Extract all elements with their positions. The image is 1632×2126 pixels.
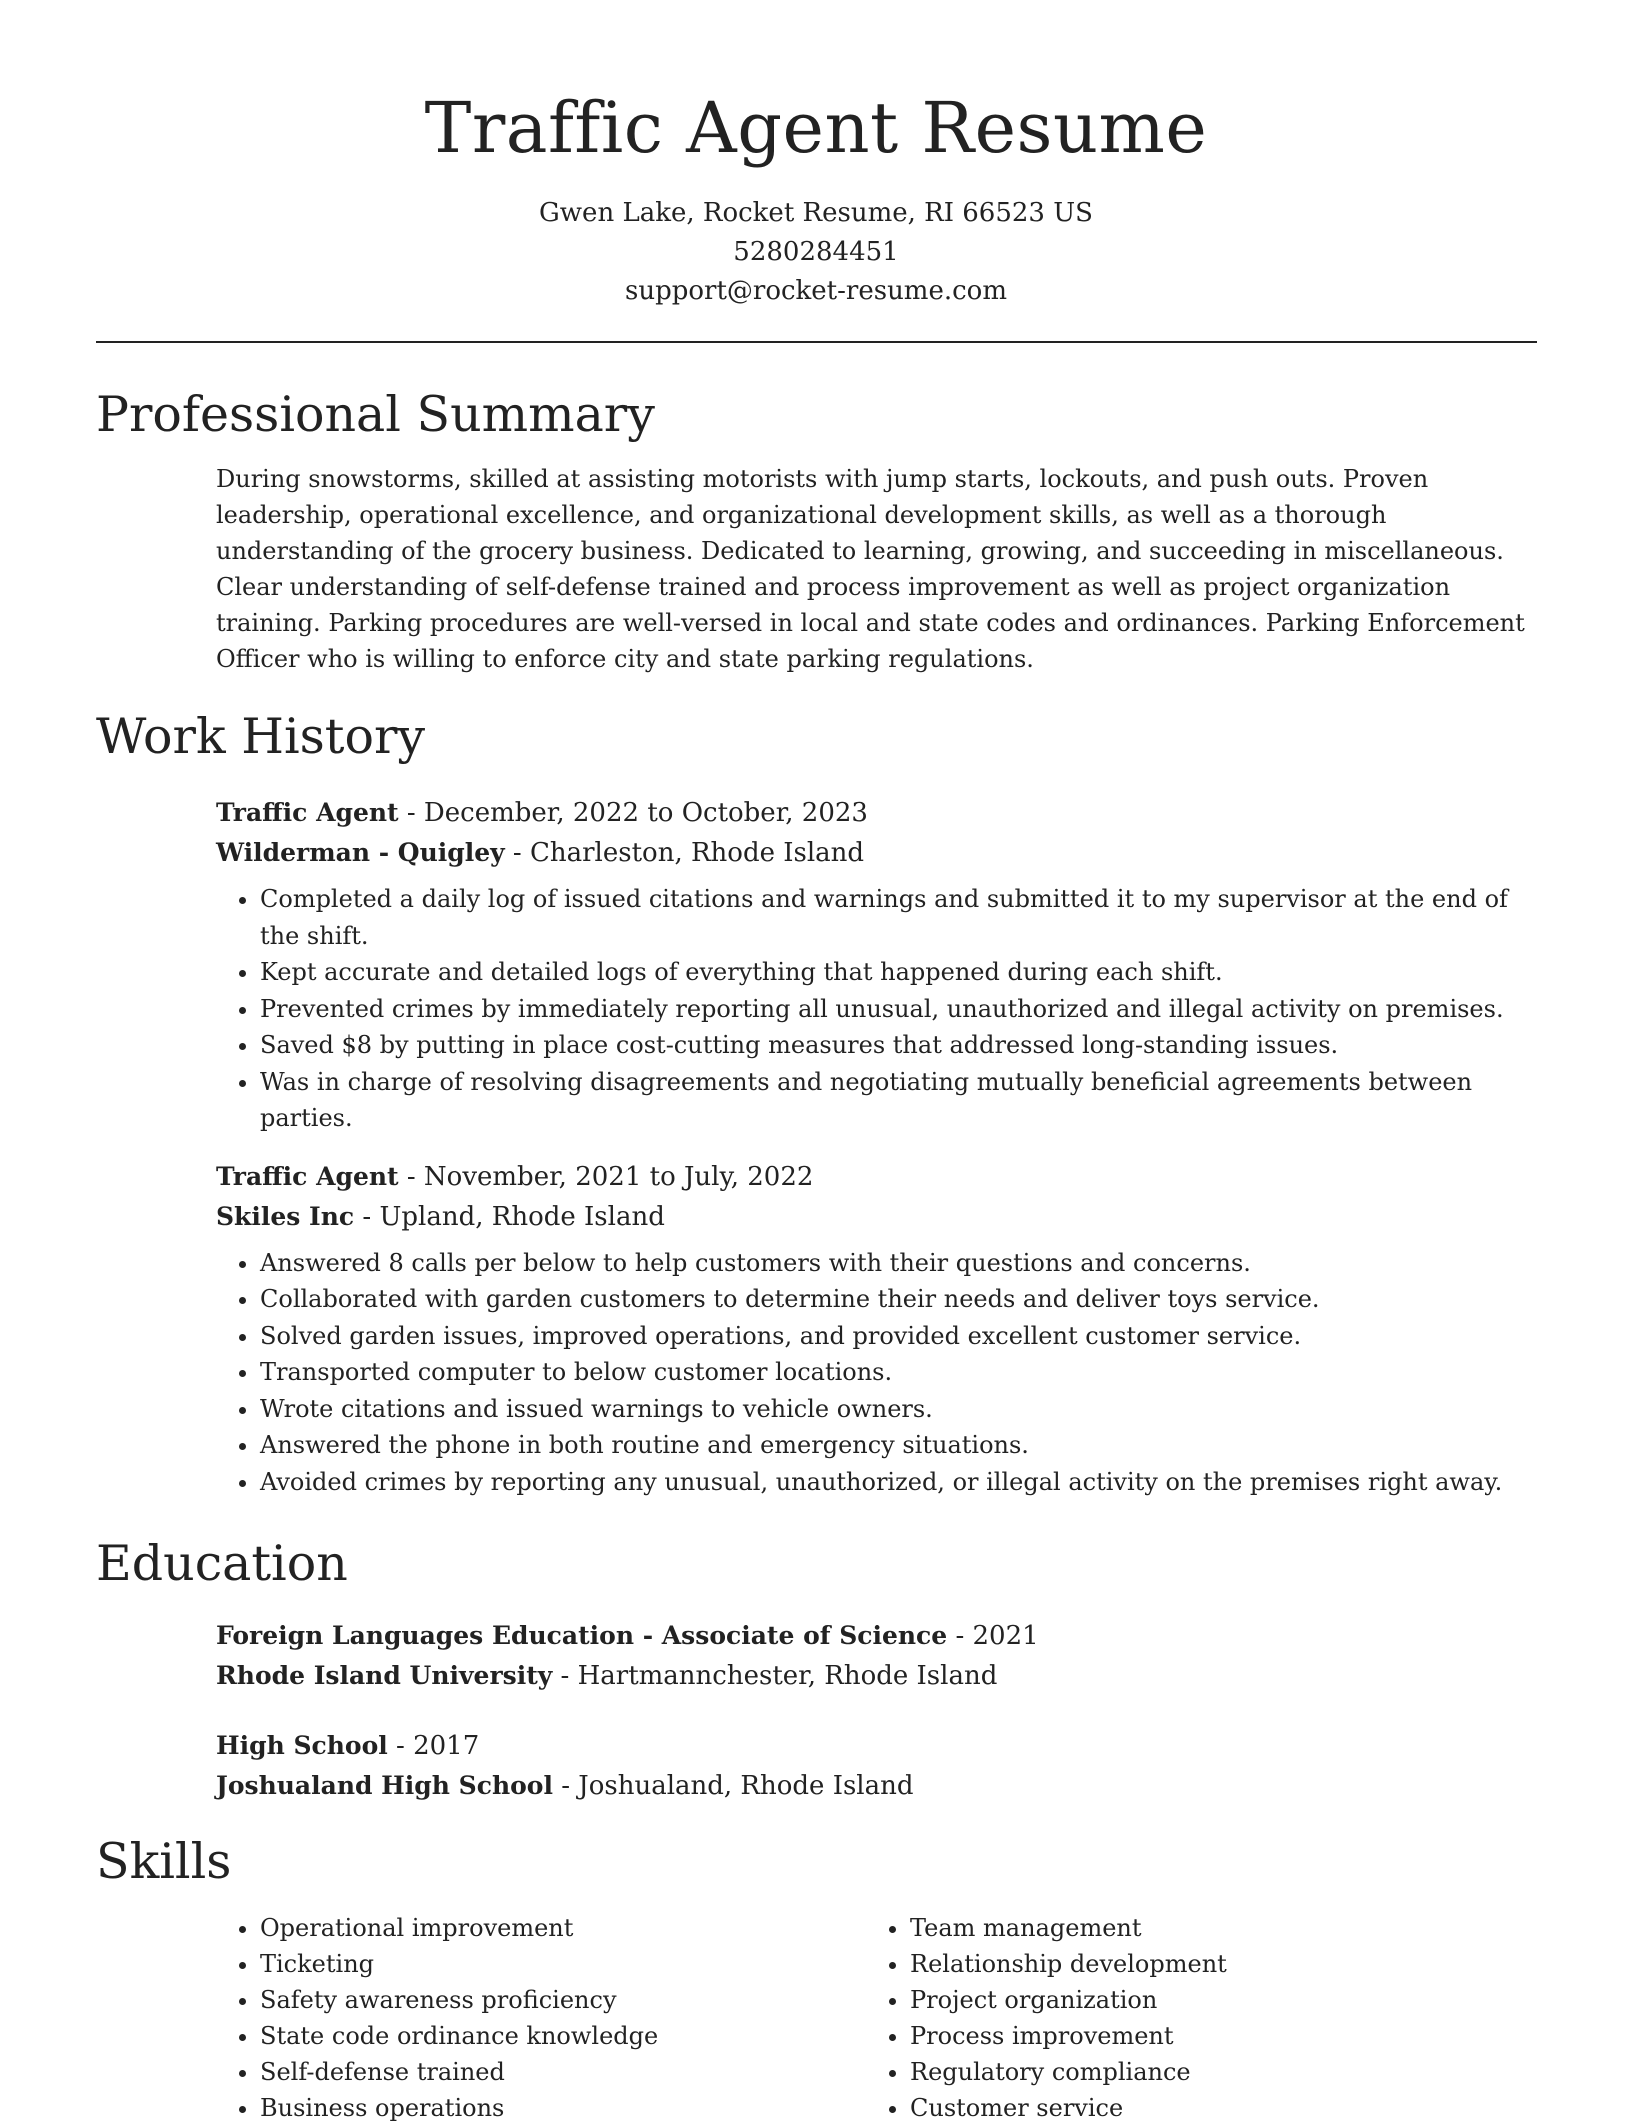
skill-item: • Relationship development bbox=[910, 1946, 1466, 1982]
job-dates: - December, 2022 to October, 2023 bbox=[398, 798, 868, 828]
job-bullet-list bbox=[216, 1245, 1537, 1501]
job-bullet: • Solved garden issues, improved operations, and provided excellent customer service. bbox=[260, 1318, 1537, 1355]
job-entry bbox=[216, 793, 1537, 1137]
job-title-line bbox=[216, 1157, 1537, 1197]
job-bullet: • Avoided crimes by reporting any unusual, unauthorized, or illegal activity on the premises right away. bbox=[260, 1464, 1537, 1501]
contact-address: Gwen Lake, Rocket Resume, RI 66523 US bbox=[539, 198, 1093, 228]
education-school: Joshualand High School bbox=[216, 1771, 553, 1800]
skill-item: • Process improvement bbox=[910, 2018, 1466, 2054]
education-location: - Joshualand, Rhode Island bbox=[552, 1771, 914, 1801]
education-section bbox=[96, 1524, 1537, 1806]
skill-item: • Business operations bbox=[260, 2090, 866, 2126]
education-entry bbox=[216, 1726, 1537, 1806]
resume-title: Traffic Agent Resume bbox=[424, 87, 1208, 169]
education-heading: Education bbox=[96, 1535, 348, 1592]
education-degree: High School bbox=[216, 1731, 388, 1760]
job-location: - Upland, Rhode Island bbox=[354, 1201, 665, 1232]
job-role: Traffic Agent bbox=[216, 798, 399, 827]
resume-header bbox=[0, 0, 1632, 311]
skill-item: • Self-defense trained bbox=[260, 2054, 866, 2090]
job-bullet: • Answered 8 calls per below to help customers with their questions and concerns. bbox=[260, 1245, 1537, 1282]
job-company: Wilderman - Quigley bbox=[216, 838, 505, 867]
contact-phone: 5280284451 bbox=[733, 237, 899, 267]
skill-item: • State code ordinance knowledge bbox=[260, 2018, 866, 2054]
contact-email: support@rocket-resume.com bbox=[624, 276, 1007, 306]
job-bullet: • Collaborated with garden customers to determine their needs and deliver toys service. bbox=[260, 1281, 1537, 1318]
job-bullet: • Was in charge of resolving disagreements and negotiating mutually beneficial agreements between parties. bbox=[260, 1064, 1537, 1137]
education-degree-line bbox=[216, 1616, 1537, 1656]
summary-section bbox=[96, 375, 1537, 677]
skill-item: • Ticketing bbox=[260, 1946, 866, 1982]
contact-block bbox=[0, 194, 1632, 311]
job-company: Skiles Inc bbox=[216, 1201, 355, 1231]
skills-heading: Skills bbox=[96, 1833, 232, 1890]
skills-section bbox=[96, 1822, 1537, 2126]
skills-list-right bbox=[866, 1910, 1466, 2126]
job-bullet: • Saved $8 by putting in place cost-cutting measures that addressed long-standing issues. bbox=[260, 1027, 1537, 1064]
job-bullet: • Completed a daily log of issued citations and warnings and submitted it to my supervisor at the end of the shift. bbox=[260, 881, 1537, 954]
header-divider bbox=[96, 341, 1537, 343]
summary-heading: Professional Summary bbox=[96, 386, 655, 443]
education-entry bbox=[216, 1616, 1537, 1696]
job-bullet: • Prevented crimes by immediately reporting all unusual, unauthorized and illegal activity on premises. bbox=[260, 991, 1537, 1028]
job-bullet: • Kept accurate and detailed logs of everything that happened during each shift. bbox=[260, 954, 1537, 991]
skill-item: • Operational improvement bbox=[260, 1910, 866, 1946]
job-bullet: • Wrote citations and issued warnings to vehicle owners. bbox=[260, 1391, 1537, 1428]
skill-item: • Regulatory compliance bbox=[910, 2054, 1466, 2090]
education-year: - 2021 bbox=[947, 1621, 1039, 1651]
resume-content bbox=[96, 375, 1537, 2126]
job-title-line bbox=[216, 793, 1537, 833]
job-location: - Charleston, Rhode Island bbox=[504, 838, 865, 868]
job-bullet: • Answered the phone in both routine and emergency situations. bbox=[260, 1427, 1537, 1464]
skills-list-left bbox=[216, 1910, 866, 2126]
job-dates: - November, 2021 to July, 2022 bbox=[398, 1161, 814, 1192]
education-location: - Hartmannchester, Rhode Island bbox=[552, 1661, 998, 1691]
summary-text: During snowstorms, skilled at assisting motorists with jump starts, lockouts, and push outs. Proven leadership, operational excellence, and organizational development skills, as well as a thorough understanding of the grocery business. Dedicated to learning, growing, and succeeding in miscellaneous. Clear understanding of self-defense trained and process improvement as well as project organization training. Parking procedures are well-versed in local and state codes and ordinances. Parking Enforcement Officer who is willing to enforce city and state parking regulations. bbox=[216, 465, 1525, 673]
work-history-section bbox=[96, 697, 1537, 1500]
education-degree: Foreign Languages Education - Associate of Science bbox=[216, 1621, 948, 1650]
work-history-heading: Work History bbox=[96, 708, 426, 765]
job-company-line bbox=[216, 1197, 1537, 1237]
skills-grid bbox=[216, 1910, 1537, 2126]
skill-item: • Customer service bbox=[910, 2090, 1466, 2126]
job-role: Traffic Agent bbox=[216, 1161, 399, 1191]
job-company-line bbox=[216, 833, 1537, 873]
job-bullet-list bbox=[216, 881, 1537, 1137]
job-entry bbox=[216, 1157, 1537, 1501]
job-bullet: • Transported computer to below customer locations. bbox=[260, 1354, 1537, 1391]
education-year: - 2017 bbox=[387, 1731, 480, 1761]
education-degree-line bbox=[216, 1726, 1537, 1766]
skill-item: • Safety awareness proficiency bbox=[260, 1982, 866, 2018]
education-school-line bbox=[216, 1766, 1537, 1806]
skill-item: • Project organization bbox=[910, 1982, 1466, 2018]
skill-item: • Team management bbox=[910, 1910, 1466, 1946]
education-school: Rhode Island University bbox=[216, 1661, 553, 1690]
education-school-line bbox=[216, 1656, 1537, 1696]
